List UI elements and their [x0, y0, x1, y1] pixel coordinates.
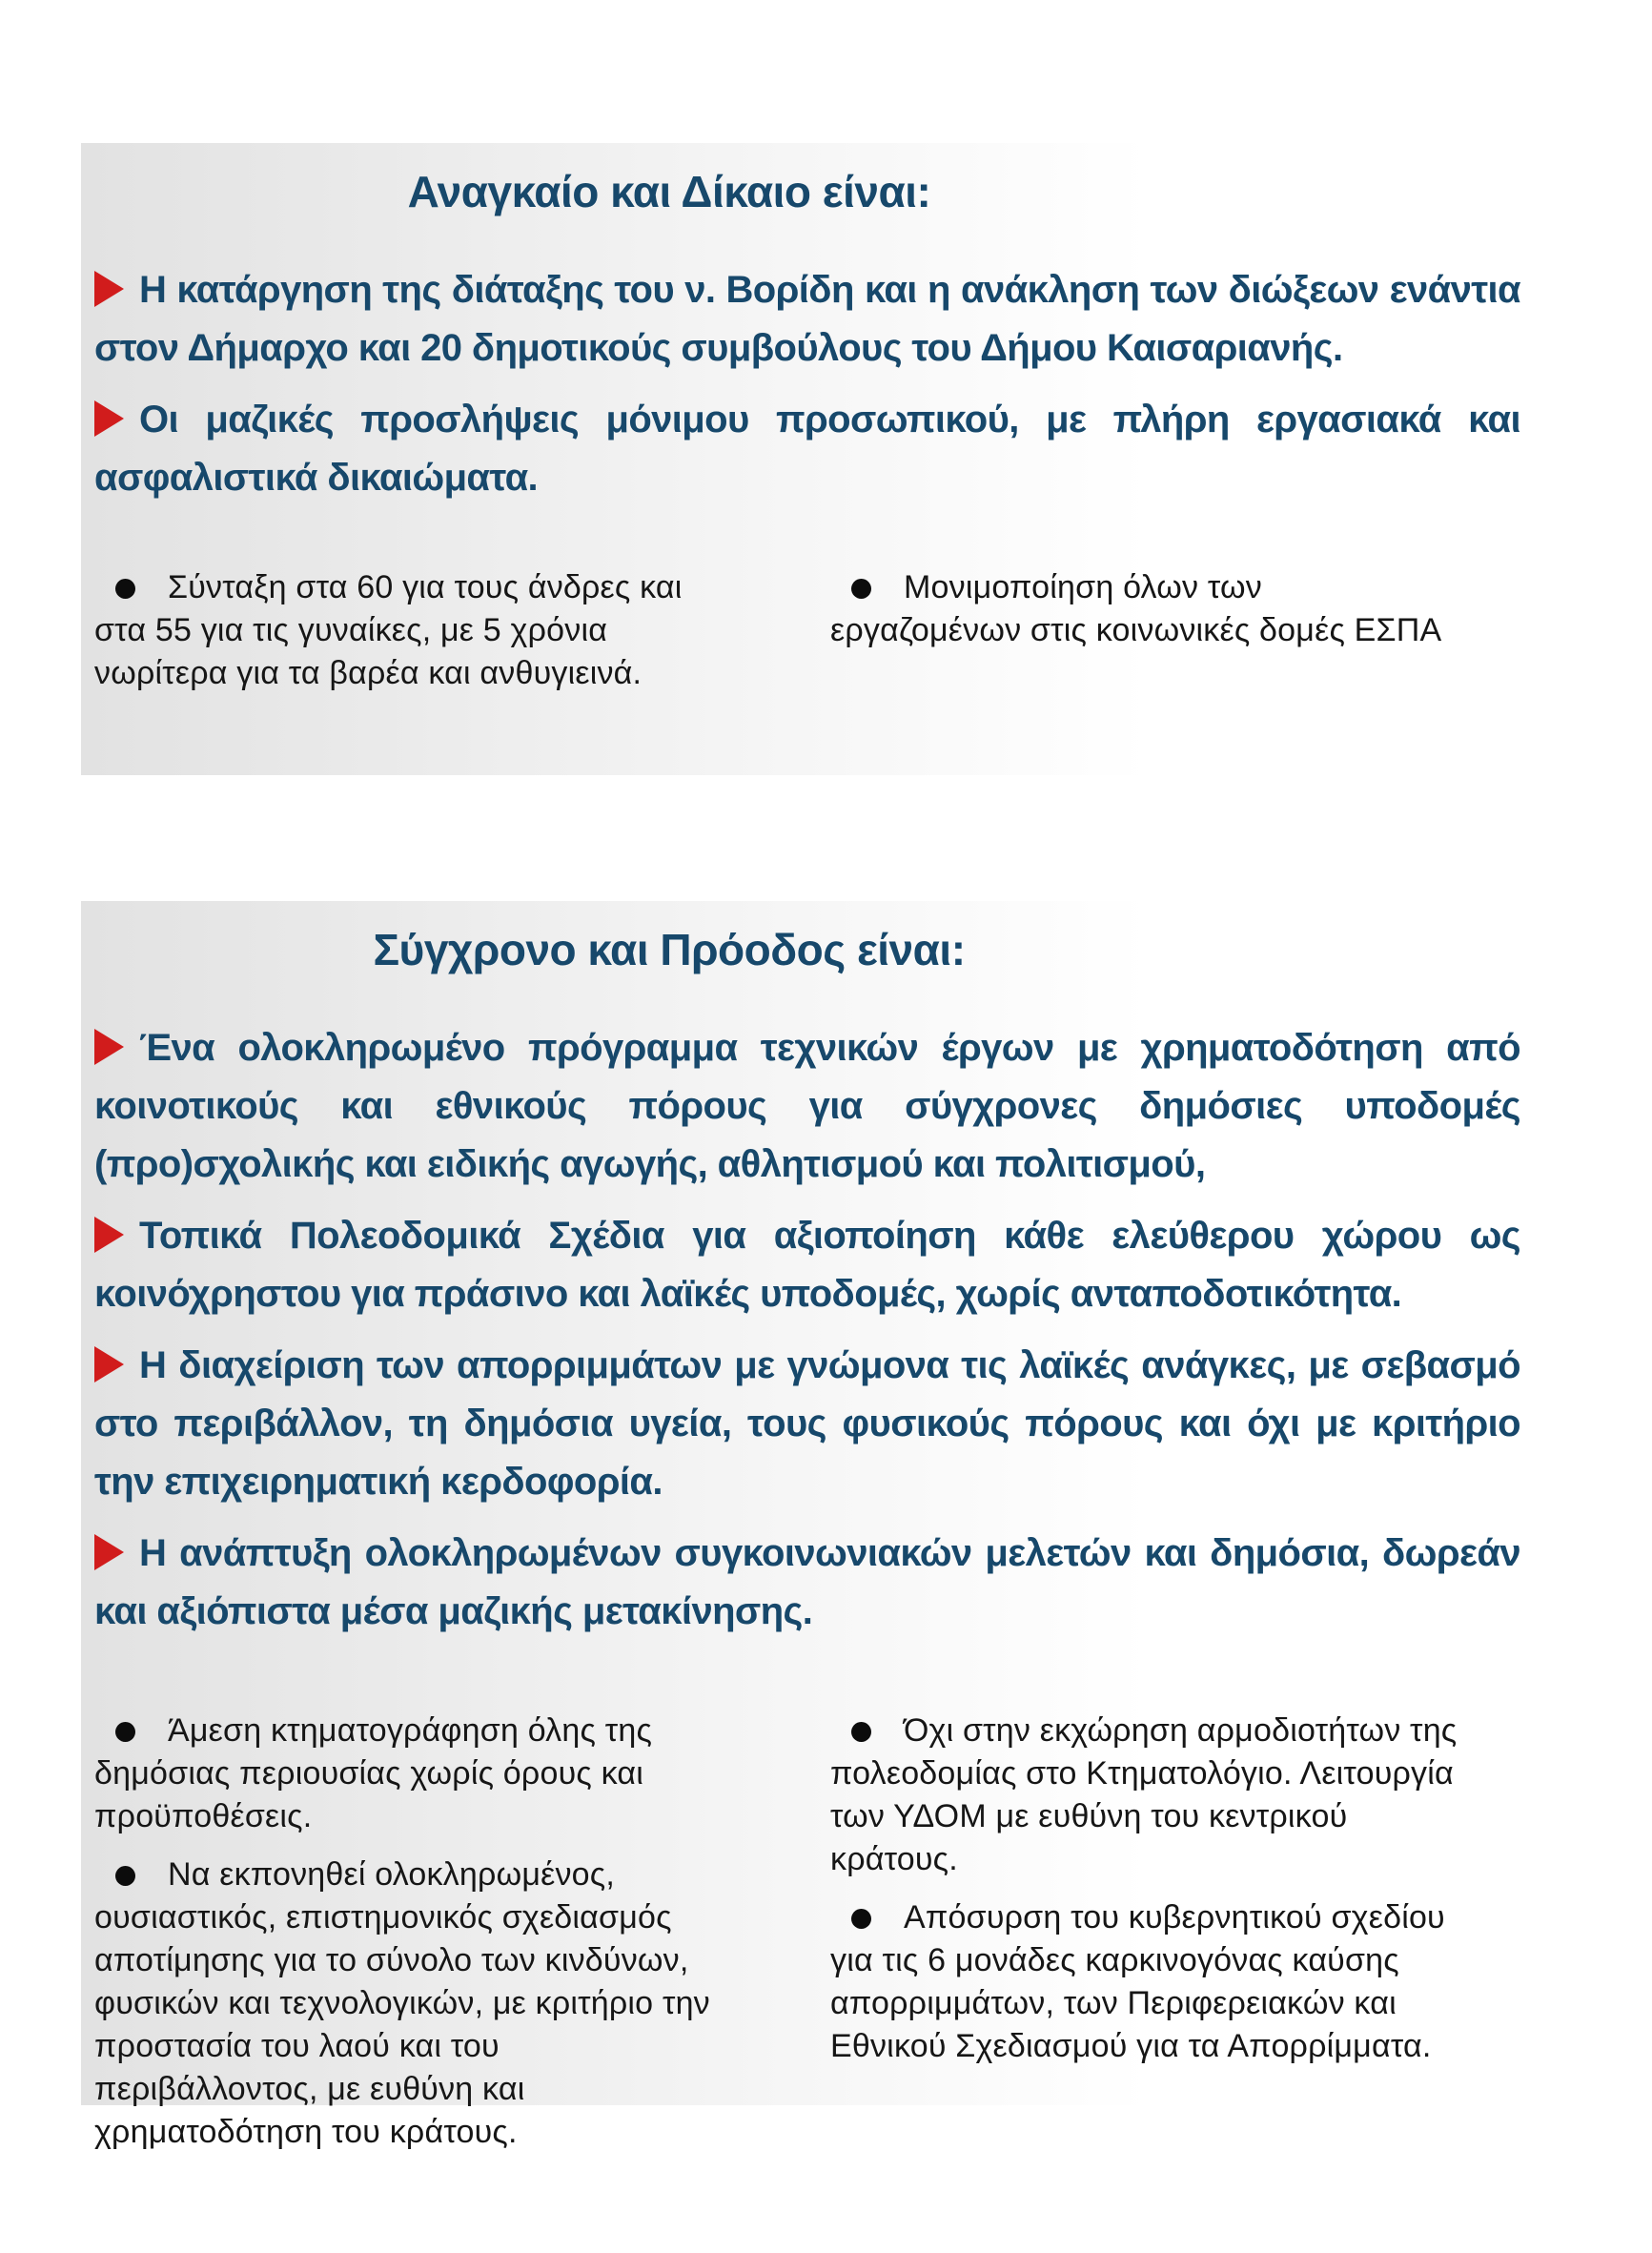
- bullet-columns: [94, 566, 1520, 710]
- arrow-item: [94, 1525, 1520, 1641]
- dot-bullet-icon: [851, 579, 871, 599]
- arrow-bullet-icon: [94, 1534, 124, 1570]
- list-item: [830, 1710, 1459, 1881]
- list-item-text: Όχι στην εκχώρηση αρμοδιοτήτων της πολεοδομίας στο Κτηματολόγιο. Λειτουργία των ΥΔΟΜ με ευθύνη του κεντρικού κράτους.: [830, 1712, 1458, 1877]
- dot-bullet-icon: [115, 1866, 135, 1886]
- bullet-column-right: [830, 1710, 1459, 2169]
- arrow-bullet-icon: [94, 271, 124, 307]
- section-heading: Σύγχρονο και Πρόοδος είναι:: [373, 925, 966, 974]
- arrow-bullet-icon: [94, 400, 124, 437]
- list-item: [830, 1896, 1459, 2068]
- dot-bullet-icon: [115, 579, 135, 599]
- list-item: [830, 566, 1459, 652]
- bullet-column-right: [830, 566, 1459, 710]
- dot-bullet-icon: [115, 1722, 135, 1742]
- arrow-item-text: Ένα ολοκληρωμένο πρόγραμμα τεχνικών έργων με χρηματοδότηση από κοινοτικούς και εθνικούς πόρους για σύγχρονες δημόσιες υποδομές (προ)σχολικής και ειδικής αγωγής, αθλητισμού και πολιτισμού,: [94, 1027, 1520, 1185]
- section-heading: Αναγκαίο και Δίκαιο είναι:: [407, 167, 931, 216]
- arrow-item: [94, 261, 1520, 378]
- dot-bullet-icon: [851, 1909, 871, 1929]
- arrow-item-text: Η ανάπτυξη ολοκληρωμένων συγκοινωνιακών μελετών και δημόσια, δωρεάν και αξιόπιστα μέσα μαζικής μετακίνησης.: [94, 1532, 1520, 1632]
- list-item: [94, 1854, 724, 2154]
- list-item: [94, 566, 724, 695]
- arrow-bullet-icon: [94, 1217, 124, 1253]
- arrow-item: [94, 391, 1520, 507]
- section-panel-necessary-and-fair: [81, 143, 1564, 775]
- arrow-item-text: Οι μαζικές προσλήψεις μόνιμου προσωπικού, με πλήρη εργασιακά και ασφαλιστικά δικαιώματα.: [94, 399, 1520, 499]
- section-panel-modern-and-progress: [81, 901, 1564, 2150]
- bullet-column-left: [94, 1710, 724, 2169]
- bullet-column-left: [94, 566, 724, 710]
- bullet-columns: [94, 1710, 1520, 2169]
- list-item-text: Απόσυρση του κυβερνητικού σχεδίου για τις 6 μονάδες καρκινογόνας καύσης απορριμμάτων, των Περιφερειακών και Εθνικού Σχεδιασμού για τα Απορρίμματα.: [830, 1899, 1445, 2064]
- list-item-text: Σύνταξη στα 60 για τους άνδρες και στα 55 για τις γυναίκες, με 5 χρόνια νωρίτερα για τα βαρέα και ανθυγιεινά.: [94, 569, 683, 691]
- list-item-text: Μονιμοποίηση όλων των εργαζομένων στις κοινωνικές δομές ΕΣΠΑ: [830, 569, 1442, 648]
- dot-bullet-icon: [851, 1722, 871, 1742]
- arrow-item: [94, 1207, 1520, 1323]
- list-item-text: Άμεση κτηματογράφηση όλης της δημόσιας περιουσίας χωρίς όρους και προϋποθέσεις.: [94, 1712, 653, 1834]
- arrow-bullet-icon: [94, 1346, 124, 1383]
- arrow-item-text: Τοπικά Πολεοδομικά Σχέδια για αξιοποίηση κάθε ελεύθερου χώρου ως κοινόχρηστου για πράσινο και λαϊκές υποδομές, χωρίς ανταποδοτικότητα.: [94, 1215, 1520, 1315]
- list-item-text: Να εκπονηθεί ολοκληρωμένος, ουσιαστικός, επιστημονικός σχεδιασμός αποτίμησης για το σύνολο των κινδύνων, φυσικών και τεχνολογικών, με κριτήριο την προστασία του λαού και του περιβάλλοντος, με ευθύνη και χρηματοδότηση του κράτους.: [94, 1856, 710, 2150]
- arrow-item: [94, 1337, 1520, 1511]
- list-item: [94, 1710, 724, 1838]
- arrow-item-text: Η διαχείριση των απορριμμάτων με γνώμονα τις λαϊκές ανάγκες, με σεβασμό στο περιβάλλον, τη δημόσια υγεία, τους φυσικούς πόρους και όχι με κριτήριο την επιχειρηματική κερδοφορία.: [94, 1344, 1520, 1503]
- arrow-item: [94, 1019, 1520, 1194]
- arrow-bullet-icon: [94, 1029, 124, 1065]
- arrow-item-text: Η κατάργηση της διάταξης του ν. Βορίδη και η ανάκληση των διώξεων ενάντια στον Δήμαρχο και 20 δημοτικούς συμβούλους του Δήμου Καισαριανής.: [94, 269, 1520, 369]
